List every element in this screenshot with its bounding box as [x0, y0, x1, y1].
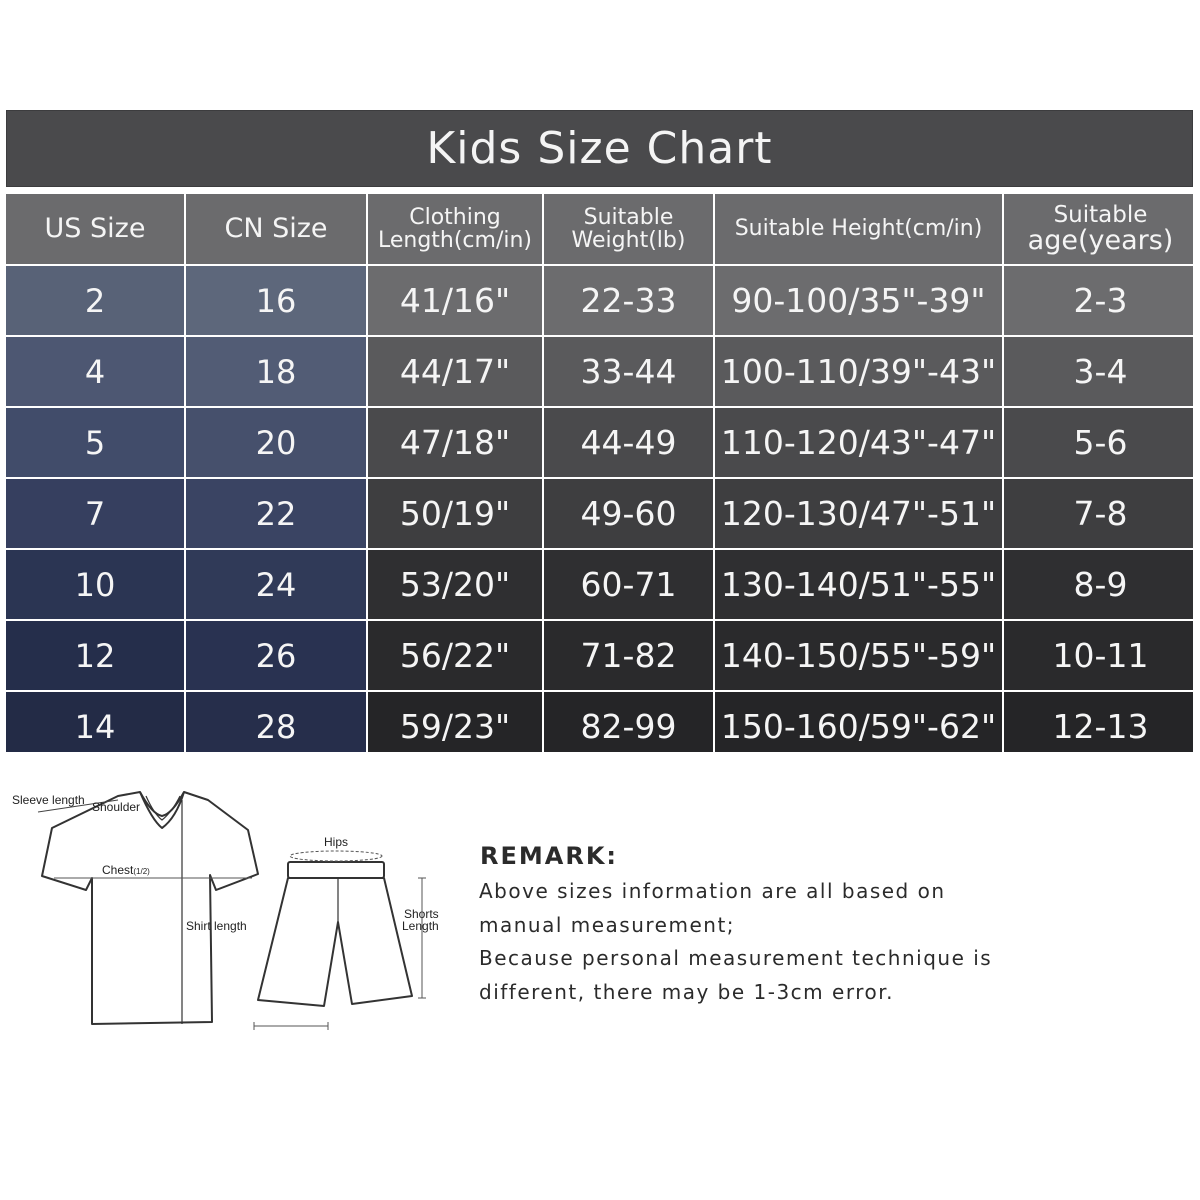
header-suitable-age	[1004, 194, 1193, 264]
header-label: Suitable	[583, 204, 674, 230]
header-label: US Size	[44, 212, 146, 244]
cell-height: 130-140/51"-55"	[715, 550, 1002, 619]
cell-age: 12-13	[1004, 692, 1193, 752]
cell-weight: 22-33	[544, 266, 713, 335]
cell-us-size: 10	[6, 550, 184, 619]
header-clothing-length	[368, 194, 542, 264]
cell-weight: 82-99	[544, 692, 713, 752]
header-label: CN Size	[224, 212, 328, 244]
cell-height: 90-100/35"-39"	[715, 266, 1002, 335]
remark-title: REMARK:	[480, 842, 619, 870]
cell-clothing-length: 47/18"	[368, 408, 542, 477]
size-table	[6, 194, 1193, 752]
remark-line: Above sizes information are all based on	[479, 879, 946, 903]
size-chart-title: Kids Size Chart	[6, 110, 1193, 187]
measurement-diagram	[0, 770, 470, 1070]
hips-label: Hips	[324, 835, 349, 849]
cell-weight: 71-82	[544, 621, 713, 690]
length-label: Length	[402, 919, 439, 933]
header-label: Weight(lb)	[571, 228, 686, 253]
sleeve-length-label: Sleeve length	[12, 793, 85, 807]
cell-weight: 44-49	[544, 408, 713, 477]
cell-age: 2-3	[1004, 266, 1193, 335]
cell-clothing-length: 50/19"	[368, 479, 542, 548]
cell-weight: 49-60	[544, 479, 713, 548]
header-suitable-height	[715, 194, 1002, 264]
cell-us-size: 5	[6, 408, 184, 477]
cell-height: 110-120/43"-47"	[715, 408, 1002, 477]
cell-clothing-length: 44/17"	[368, 337, 542, 406]
cell-cn-size: 22	[186, 479, 366, 548]
cell-cn-size: 26	[186, 621, 366, 690]
chest-label-text: Chest	[102, 863, 134, 877]
cell-clothing-length: 41/16"	[368, 266, 542, 335]
cell-height: 100-110/39"-43"	[715, 337, 1002, 406]
cell-us-size: 14	[6, 692, 184, 752]
cell-us-size: 4	[6, 337, 184, 406]
cell-age: 10-11	[1004, 621, 1193, 690]
cell-cn-size: 18	[186, 337, 366, 406]
cell-weight: 60-71	[544, 550, 713, 619]
header-label: Suitable	[1053, 201, 1148, 228]
remark-line: manual measurement;	[479, 913, 736, 937]
header-cn-size	[186, 194, 366, 264]
cell-height: 140-150/55"-59"	[715, 621, 1002, 690]
remark-line: Because personal measurement technique is	[479, 946, 993, 970]
remark-line: different, there may be 1-3cm error.	[479, 980, 894, 1004]
cell-us-size: 7	[6, 479, 184, 548]
header-us-size	[6, 194, 184, 264]
cell-cn-size: 28	[186, 692, 366, 752]
shoulder-label: Shoulder	[92, 800, 141, 814]
tshirt-icon	[42, 792, 258, 1024]
cell-clothing-length: 53/20"	[368, 550, 542, 619]
cell-us-size: 2	[6, 266, 184, 335]
header-label: Clothing	[409, 204, 501, 230]
hips-measure	[290, 851, 382, 861]
cell-age: 5-6	[1004, 408, 1193, 477]
header-label: Length(cm/in)	[377, 228, 533, 253]
cell-cn-size: 24	[186, 550, 366, 619]
header-suitable-weight	[544, 194, 713, 264]
cell-weight: 33-44	[544, 337, 713, 406]
shorts-icon	[258, 862, 412, 1006]
cell-clothing-length: 56/22"	[368, 621, 542, 690]
cell-cn-size: 20	[186, 408, 366, 477]
cell-height: 150-160/59"-62"	[715, 692, 1002, 752]
cell-clothing-length: 59/23"	[368, 692, 542, 752]
cell-height: 120-130/47"-51"	[715, 479, 1002, 548]
cell-cn-size: 16	[186, 266, 366, 335]
shirt-length-label: Shirt length	[186, 919, 247, 933]
shorts-label: Shorts	[404, 907, 439, 921]
cell-age: 8-9	[1004, 550, 1193, 619]
cell-us-size: 12	[6, 621, 184, 690]
header-label: Suitable Height(cm/in)	[734, 216, 983, 242]
chest-note-text: (1/2)	[133, 867, 150, 876]
header-label: age(years)	[1027, 224, 1174, 256]
cell-age: 7-8	[1004, 479, 1193, 548]
cell-age: 3-4	[1004, 337, 1193, 406]
